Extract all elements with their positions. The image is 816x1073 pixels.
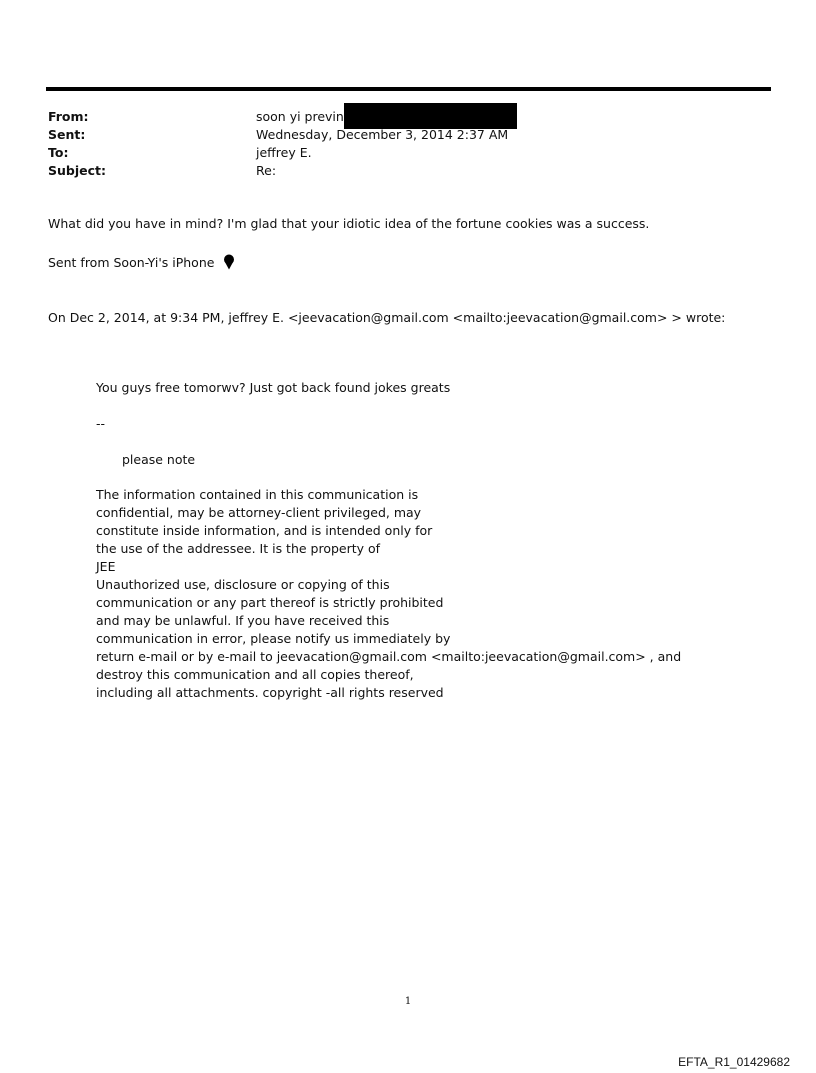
- to-value: jeffrey E.: [256, 145, 312, 160]
- signature-line: [48, 254, 235, 272]
- disclaimer-line: Unauthorized use, disclosure or copying of this: [96, 577, 390, 592]
- header-subject-row: [48, 162, 548, 180]
- header-sent-row: [48, 126, 548, 144]
- disclaimer-line: The information contained in this communication is: [96, 487, 419, 502]
- subject-label: Subject:: [48, 163, 106, 178]
- disclaimer-line: return e-mail or by e-mail to jeevacation@gmail.com <mailto:jeevacation@gmail.com> , and: [96, 649, 682, 664]
- bates-number: EFTA_R1_01429682: [678, 1055, 790, 1069]
- message-text: What did you have in mind? I'm glad that your idiotic idea of the fortune cookies was a success.: [48, 216, 650, 231]
- quote-header: On Dec 2, 2014, at 9:34 PM, jeffrey E. <jeevacation@gmail.com <mailto:jeevacation@gmail.com> > wrote:: [48, 310, 726, 325]
- sent-label: Sent:: [48, 127, 86, 142]
- disclaimer-line: communication in error, please notify us immediately by: [96, 631, 451, 646]
- header-to-row: [48, 144, 548, 162]
- disclaimer-line: confidential, may be attorney-client privileged, may: [96, 505, 422, 520]
- header-divider: [46, 87, 771, 91]
- disclaimer-line: and may be unlawful. If you have received this: [96, 613, 390, 628]
- from-value: soon yi previn: [256, 109, 344, 124]
- disclaimer-line: destroy this communication and all copies thereof,: [96, 667, 414, 682]
- pin-icon: [223, 254, 235, 270]
- sent-value: Wednesday, December 3, 2014 2:37 AM: [256, 127, 509, 142]
- disclaimer-line: communication or any part thereof is strictly prohibited: [96, 595, 444, 610]
- note-heading: please note: [122, 452, 196, 467]
- page-number: 1: [404, 996, 412, 1007]
- disclaimer-line: including all attachments. copyright -all rights reserved: [96, 685, 444, 700]
- from-label: From:: [48, 109, 89, 124]
- signature-text: Sent from Soon-Yi's iPhone: [48, 255, 215, 270]
- quoted-message: You guys free tomorwv? Just got back found jokes greats: [96, 380, 451, 395]
- disclaimer-block: [96, 486, 681, 702]
- disclaimer-line: JEE: [96, 559, 116, 574]
- disclaimer-line: the use of the addressee. It is the property of: [96, 541, 381, 556]
- to-label: To:: [48, 145, 69, 160]
- subject-value: Re:: [256, 163, 277, 178]
- disclaimer-line: constitute inside information, and is intended only for: [96, 523, 433, 538]
- signature-separator: --: [96, 416, 106, 431]
